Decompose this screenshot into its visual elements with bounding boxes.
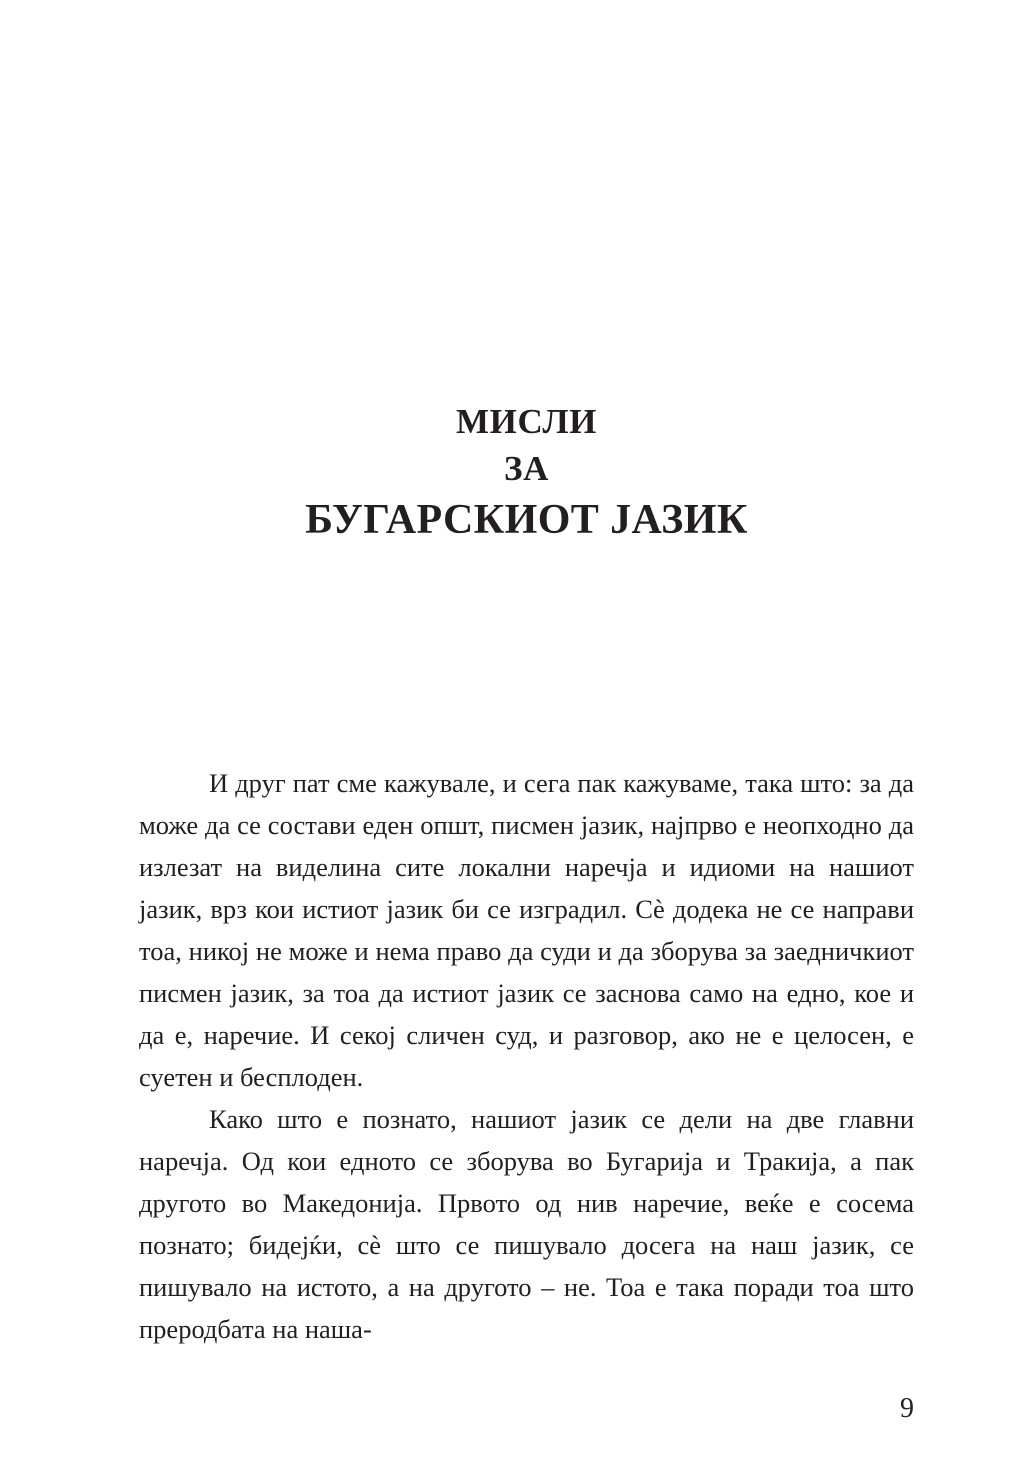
body-text xyxy=(139,762,914,1350)
chapter-title-line-1: МИСЛИ xyxy=(456,402,597,441)
page-number: 9 xyxy=(900,1393,914,1424)
chapter-title xyxy=(139,398,914,548)
body-paragraph: Како што е познато, нашиот јазик се дели на две главни наречја. Од кои едното се зборува во Бугарија и Тракија, а пак другото во Македонија. Првото од нив наречие, веќе е сосема познато; бидејќи, сè што се пишувало досега на наш јазик, се пишувало на истото, а на другото – не. Тоа е така поради тоа што преродбата на наша- xyxy=(139,1104,914,1344)
chapter-title-line-2: ЗА xyxy=(504,449,549,488)
chapter-title-line-3: БУГАРСКИОТ ЈАЗИК xyxy=(305,497,748,543)
body-paragraph: И друг пат сме кажувале, и сега пак кажуваме, така што: за да може да се состави еден општ, писмен јазик, најпрво е неопходно да излезат на виделина сите локални наречја и идиоми на нашиот јазик, врз кои истиот јазик би се изградил. Сè додека не се направи тоа, никој не може и нема право да суди и да зборува за заедничкиот писмен јазик, за тоа да истиот јазик се заснова само на едно, кое и да е, наречие. И секој сличен суд, и разговор, ако не е целосен, е суетен и бесплоден. xyxy=(139,768,914,1092)
